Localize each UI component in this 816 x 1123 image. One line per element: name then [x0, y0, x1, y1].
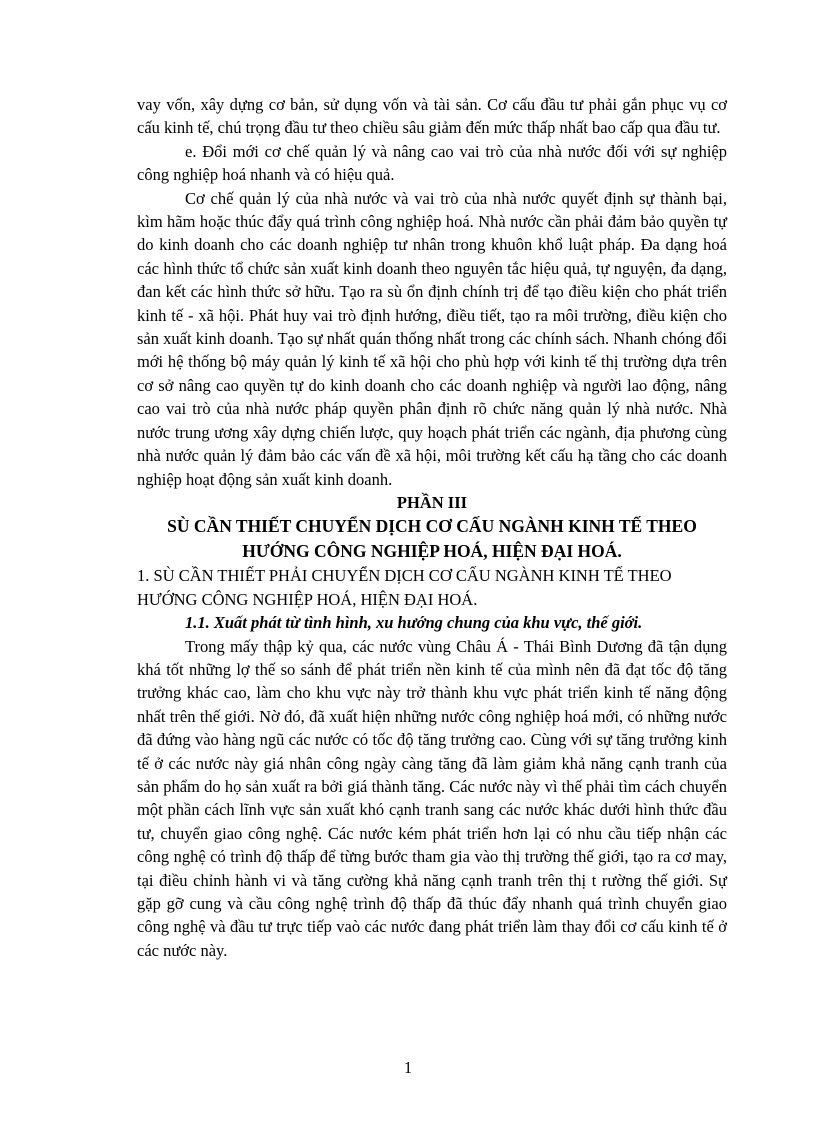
- subsection-title: 1.1. Xuất phát từ tình hình, xu hướng chung của khu vực, thế giới.: [185, 613, 643, 633]
- paragraph-regional-trend: Trong mấy thập kỷ qua, các nước vùng Châu Á - Thái Bình Dương đã tận dụng khá tốt những lợ thế so sánh để phát triển nền kinh tế của mình nên đã đạt tốc độ tăng trưởng khác cao, làm cho khu vực này trở thành khu vực phát triển kinh tế năng động nhất trên thế giới. Nờ đó, đã xuất hiện những nước công nghiệp hoá mới, có những nước đã đứng vào hàng ngũ các nước có tốc độ tăng trưởng cao. Cùng với sự tăng trưởng kinh tế ở các nước này giá nhân công ngày càng tăng đã làm giảm khả năng cạnh tranh của sản phẩm do họ sản xuất ra bởi giá thành tăng. Các nước này vì thế phải tìm cách chuyển một phần cách lĩnh vực sản xuất khó cạnh tranh sang các nước khác dưới hình thức đầu tư, chuyển giao công nghệ. Các nước kém phát triển hơn lại có nhu cầu tiếp nhận các công nghệ có trình độ thấp để từng bước tham gia vào thị trường thế giới, tạo ra cơ may, tại điều chỉnh hành vi và tăng cường khả năng cạnh tranh trên thị t rường thế giới. Sự gặp gỡ cung và cầu công nghệ trình độ thấp đã thúc đẩy nhanh quá trình chuyển giao công nghệ và đầu tư trực tiếp vaò các nước đang phát triển làm thay đổi cơ cấu kinh tế ở các nước này.: [137, 636, 727, 960]
- paragraph-management-mechanism: Cơ chế quản lý của nhà nước và vai trò của nhà nước quyết định sự thành bại, kìm hãm hoặc thúc đẩy quá trình công nghiệp hoá. Nhà nước cần phải đảm bảo quyền tự do kinh doanh cho các doanh nghiệp tư nhân trong khuôn khổ luật pháp. Đa dạng hoá các hình thức tổ chức sản xuất kinh doanh theo nguyên tắc hiệu quả, tự nguyện, đa dạng, đan kết các hình thức sở hữu. Tạo ra sù ổn định chính trị để tạo điều kiện cho phát triển kinh tế - xã hội. Phát huy vai trò định hướng, điều tiết, tạo ra môi trường, điều kiện cho sản xuất kinh doanh. Tạo sự nhất quán thống nhất trong các chính sách. Nhanh chóng đổi mới hệ thống bộ máy quản lý kinh tế xã hội cho phù hợp với kinh tế thị trường dựa trên cơ sở nâng cao quyền tự do kinh doanh cho các doanh nghiệp và người lao động, nâng cao vai trò của nhà nước pháp quyền phân định rõ chức năng quản lý nhà nước. Nhà nước trung ương xây dựng chiến lược, quy hoạch phát triển các ngành, địa phương cùng nhà nước quản lý đảm bảo các vấn đề xã hội, môi trường kết cấu hạ tầng cho các doanh nghiệp hoạt động sản xuất kinh doanh.: [137, 188, 727, 489]
- part-label: PHẦN III: [396, 492, 468, 512]
- paragraph-item-e: e. Đổi mới cơ chế quản lý và nâng cao vai trò của nhà nước đối với sự nghiệp công nghiệp hoá nhanh và có hiệu quả.: [137, 141, 727, 185]
- paragraph-continuation: vay vốn, xây dựng cơ bản, sử dụng vốn và tài sản. Cơ cấu đầu tư phải gắn phục vụ cơ cấu kinh tế, chú trọng đầu tư theo chiều sâu giảm đến mức thấp nhất bao cấp qua đầu tư.: [137, 95, 727, 138]
- section-title: 1. SÙ CẦN THIẾT PHẢI CHUYỂN DỊCH CƠ CẤU NGÀNH KINH TẾ THEO HƯỚNG CÔNG NGHIỆP HOÁ, HIỆN ĐẠI HOÁ.: [137, 566, 672, 609]
- part-title: SÙ CẦN THIẾT CHUYỂN DỊCH CƠ CẤU NGÀNH KINH TẾ THEO HƯỚNG CÔNG NGHIỆP HOÁ, HIỆN ĐẠI HOÁ.: [167, 516, 697, 562]
- page-number: 1: [403, 1058, 413, 1077]
- page-content: [137, 93, 727, 962]
